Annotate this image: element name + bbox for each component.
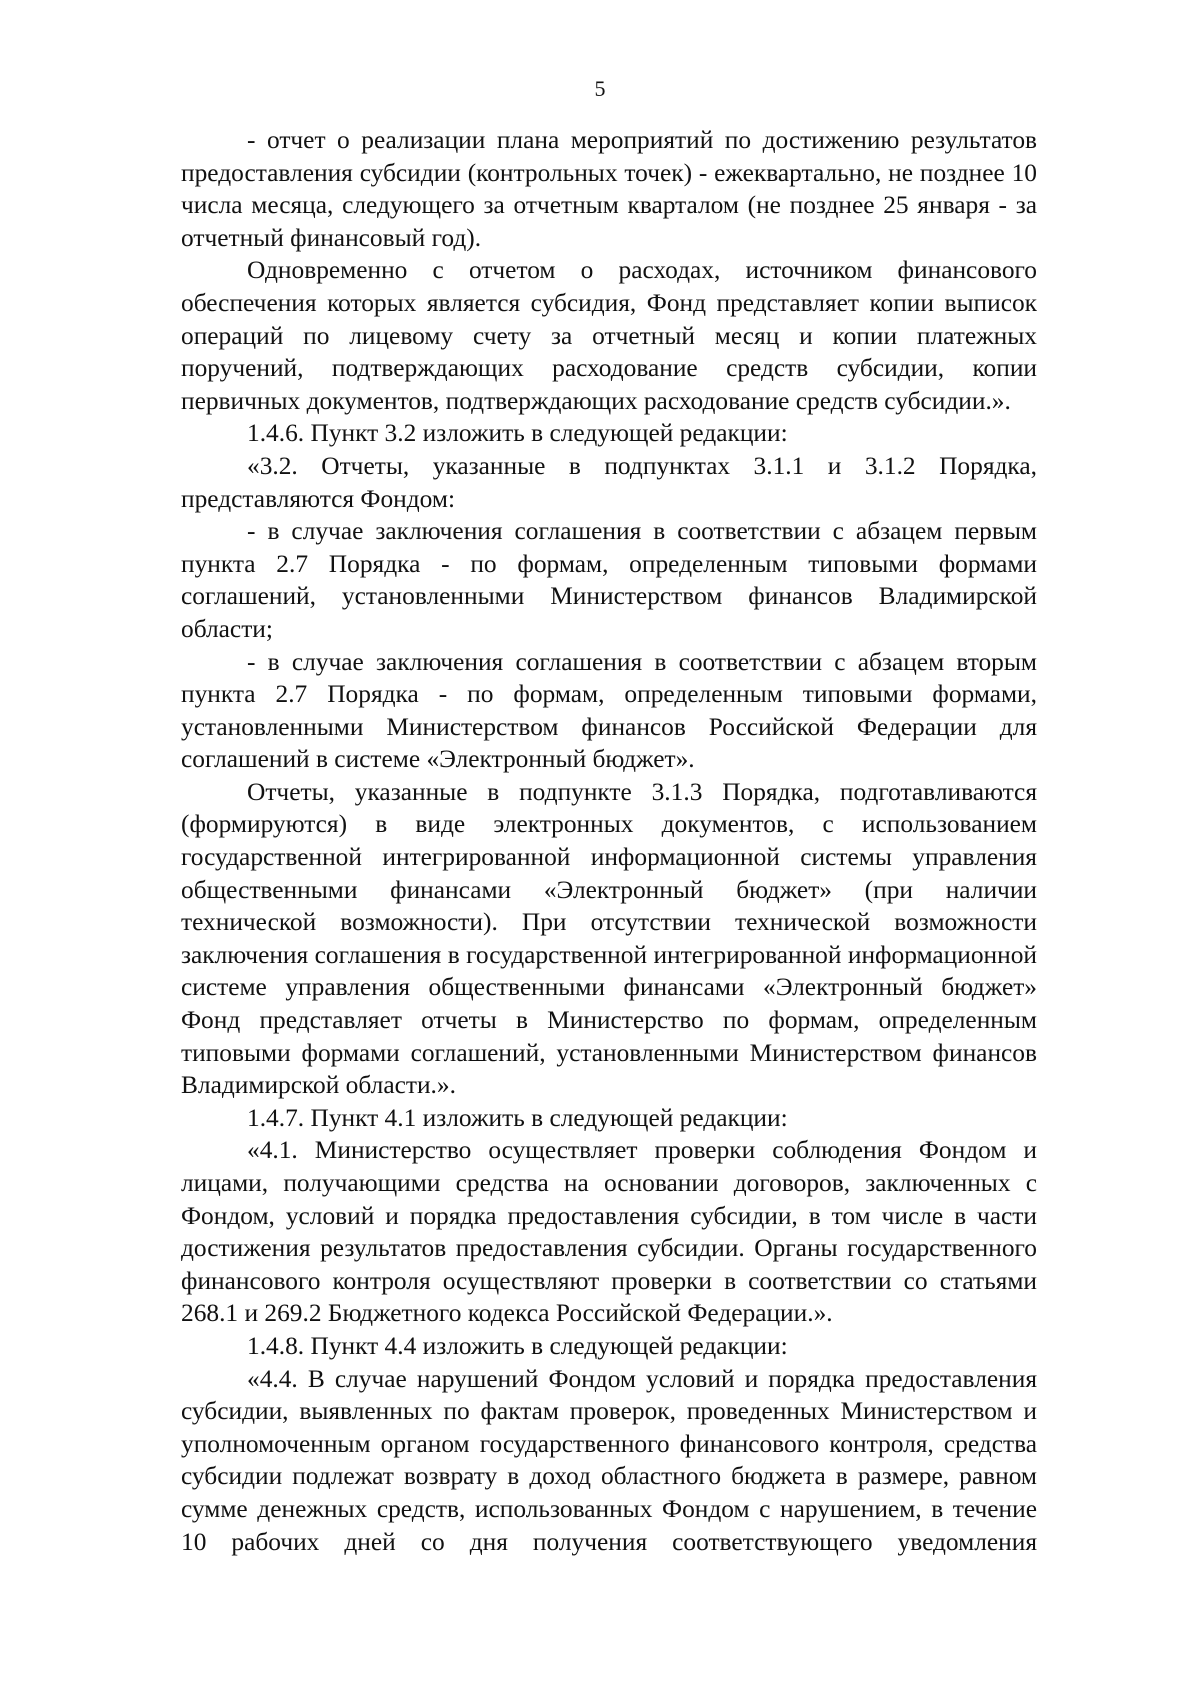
paragraph-first-case: - в случае заключения соглашения в соответствии с абзацем первым пункта 2.7 Порядка - по формам, определенным типовыми формами соглашений, установленными Министерством финансов Владимирской области; <box>181 517 1037 643</box>
paragraph-electronic-reports: Отчеты, указанные в подпункте 3.1.3 Порядка, подготавливаются (формируются) в виде электронных документов, с использованием государственной интегрированной информационной системы управления общественными финансами «Электронный бюджет» (при наличии технической возможности). При отсутствии технической возможности заключения соглашения в государственной интегрированной информационной системе управления общественными финансами «Электронный бюджет» Фонд представляет отчеты в Министерство по формам, определенным типовыми формами соглашений, установленными Министерством финансов Владимирской области.». <box>181 777 1037 1100</box>
paragraph-report-control-points: - отчет о реализации плана мероприятий по достижению результатов предоставления субсидии (контрольных точек) - ежеквартально, не позднее 10 числа месяца, следующего за отчетным кварталом (не позднее 25 января - за отчетный финансовый год). <box>181 126 1037 252</box>
document-body <box>181 124 1037 1558</box>
paragraph-clause-4-4: «4.4. В случае нарушений Фондом условий и порядка предоставления субсидии, выявленных по фактам проверок, проведенных Министерством и уполномоченным органом государственного финансового контроля, средства субсидии подлежат возврату в доход областного бюджета в размере, равном сумме денежных средств, использованных Фондом с нарушением, в течение 10 рабочих дней со дня получения соответствующего уведомления <box>181 1364 1037 1556</box>
paragraph-item-1-4-8: 1.4.8. Пункт 4.4 изложить в следующей редакции: <box>247 1331 788 1360</box>
paragraph-clause-4-1: «4.1. Министерство осуществляет проверки соблюдения Фондом и лицами, получающими средства на основании договоров, заключенных с Фондом, условий и порядка предоставления субсидии, в том числе в части достижения результатов предоставления субсидии. Органы государственного финансового контроля осуществляют проверки в соответствии со статьями 268.1 и 269.2 Бюджетного кодекса Российской Федерации.». <box>181 1136 1037 1328</box>
paragraph-clause-3-2: «3.2. Отчеты, указанные в подпунктах 3.1.1 и 3.1.2 Порядка, представляются Фондом: <box>181 451 1037 513</box>
page-number: 5 <box>594 76 606 101</box>
paragraph-item-1-4-7: 1.4.7. Пункт 4.1 изложить в следующей редакции: <box>247 1103 788 1132</box>
paragraph-simultaneous-submission: Одновременно с отчетом о расходах, источником финансового обеспечения которых является субсидия, Фонд представляет копии выписок операций по лицевому счету за отчетный месяц и копии платежных поручений, подтверждающих расходование средств субсидии, копии первичных документов, подтверждающих расходование средств субсидии.». <box>181 256 1037 415</box>
paragraph-second-case: - в случае заключения соглашения в соответствии с абзацем вторым пункта 2.7 Порядка - по формам, определенным типовыми формами, установленными Министерством финансов Российской Федерации для соглашений в системе «Электронный бюджет». <box>181 647 1037 774</box>
paragraph-item-1-4-6: 1.4.6. Пункт 3.2 изложить в следующей редакции: <box>247 419 788 448</box>
